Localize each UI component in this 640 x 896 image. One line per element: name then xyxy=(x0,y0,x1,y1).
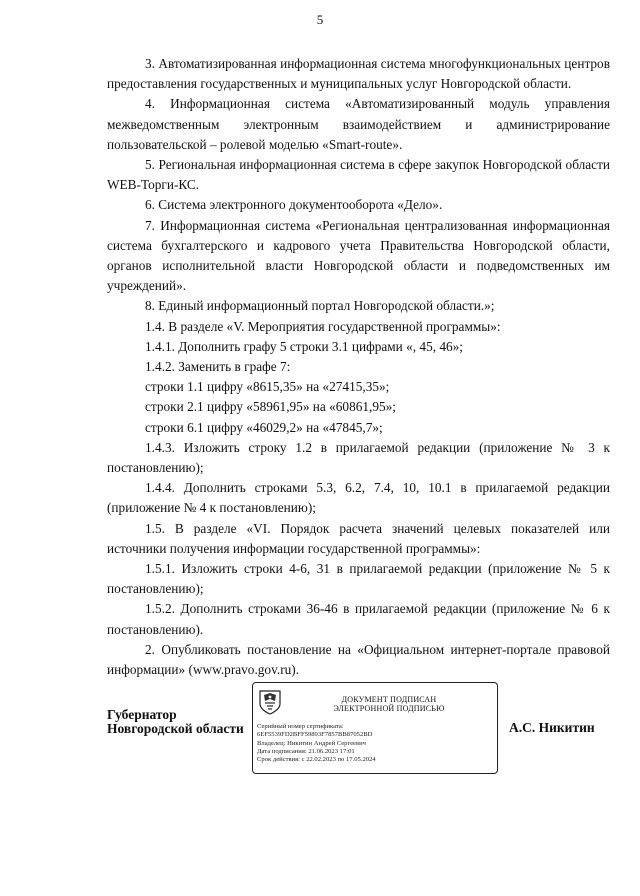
paragraph: строки 6.1 цифру «46029,2» на «47845,7»; xyxy=(145,419,383,435)
paragraph: строки 2.1 цифру «58961,95» на «60861,95»; xyxy=(145,399,396,415)
paragraph: 8. Единый информационный портал Новгородской области.»; xyxy=(145,298,495,314)
paragraph: 1.4.3. Изложить строку 1.2 в прилагаемой редакции (приложение № 3 к постановлению); xyxy=(107,439,610,476)
document-body xyxy=(107,54,610,680)
paragraph: 1.4. В разделе «V. Мероприятия государственной программы»: xyxy=(145,318,501,334)
stamp-heading xyxy=(289,695,489,713)
paragraph: 5. Региональная информационная система в сфере закупок Новгородской области WEB-Торги-КС. xyxy=(107,157,610,193)
electronic-signature-stamp xyxy=(252,682,498,774)
paragraph: 7. Информационная система «Региональная централизованная информационная система бухгалтерского и кадрового учета Правительства Новгородской области, органов исполнительной власти Новгородской области и подведомственных им учреждений». xyxy=(107,217,610,294)
stamp-cert-label: Серийный номер сертификата: xyxy=(257,723,344,730)
stamp-cert-number: 6EF5539FD2BFF59893F7857BB87052BD xyxy=(257,731,373,739)
paragraph: 1.5.1. Изложить строки 4-6, 31 в прилагаемой редакции (приложение № 5 к постановлению); xyxy=(107,561,610,597)
paragraph: 3. Автоматизированная информационная система многофункциональных центров предоставления государственных и муниципальных услуг Новгородской области. xyxy=(107,56,610,92)
signatory-title-line1: Губернатор xyxy=(107,707,177,722)
paragraph: строки 1.1 цифру «8615,35» на «27415,35»; xyxy=(145,379,390,395)
paragraph: 2. Опубликовать постановление на «Официальном интернет-портале правовой информации» (www.pravo.gov.ru). xyxy=(107,641,610,678)
stamp-details xyxy=(257,723,495,764)
paragraph: 4. Информационная система «Автоматизированный модуль управления межведомственным электронным взаимодействием и администрирование пользовательской – ролевой моделью «Smart-route». xyxy=(107,96,610,152)
stamp-validity: Срок действия: с 22.02.2023 по 17.05.2024 xyxy=(257,756,376,764)
coat-of-arms-icon xyxy=(259,689,281,715)
signatory-title xyxy=(107,708,244,736)
stamp-owner: Владелец: Никитин Андрей Сергеевич xyxy=(257,739,366,747)
paragraph: 1.4.1. Дополнить графу 5 строки 3.1 цифрами «, 45, 46»; xyxy=(145,338,464,354)
signatory-name: А.С. Никитин xyxy=(509,720,595,735)
paragraph: 1.5.2. Дополнить строками 36-46 в прилагаемой редакции (приложение № 6 к постановлению). xyxy=(107,601,610,637)
paragraph: 6. Система электронного документооборота «Дело». xyxy=(145,197,443,213)
stamp-heading-line2: ЭЛЕКТРОННОЙ ПОДПИСЬЮ xyxy=(333,704,445,713)
stamp-heading-line1: ДОКУМЕНТ ПОДПИСАН xyxy=(341,695,437,704)
page-number: 5 xyxy=(316,12,324,27)
stamp-signed-date: Дата подписания: 21.06.2023 17:01 xyxy=(257,747,355,755)
signatory-title-line2: Новгородской области xyxy=(107,721,244,736)
paragraph: 1.4.2. Заменить в графе 7: xyxy=(145,359,291,375)
paragraph: 1.4.4. Дополнить строками 5.3, 6.2, 7.4, 10, 10.1 в прилагаемой редакции (приложение № 4 к постановлению); xyxy=(107,480,610,516)
paragraph: 1.5. В разделе «VI. Порядок расчета значений целевых показателей или источники получения информации государственной программы»: xyxy=(107,520,610,556)
